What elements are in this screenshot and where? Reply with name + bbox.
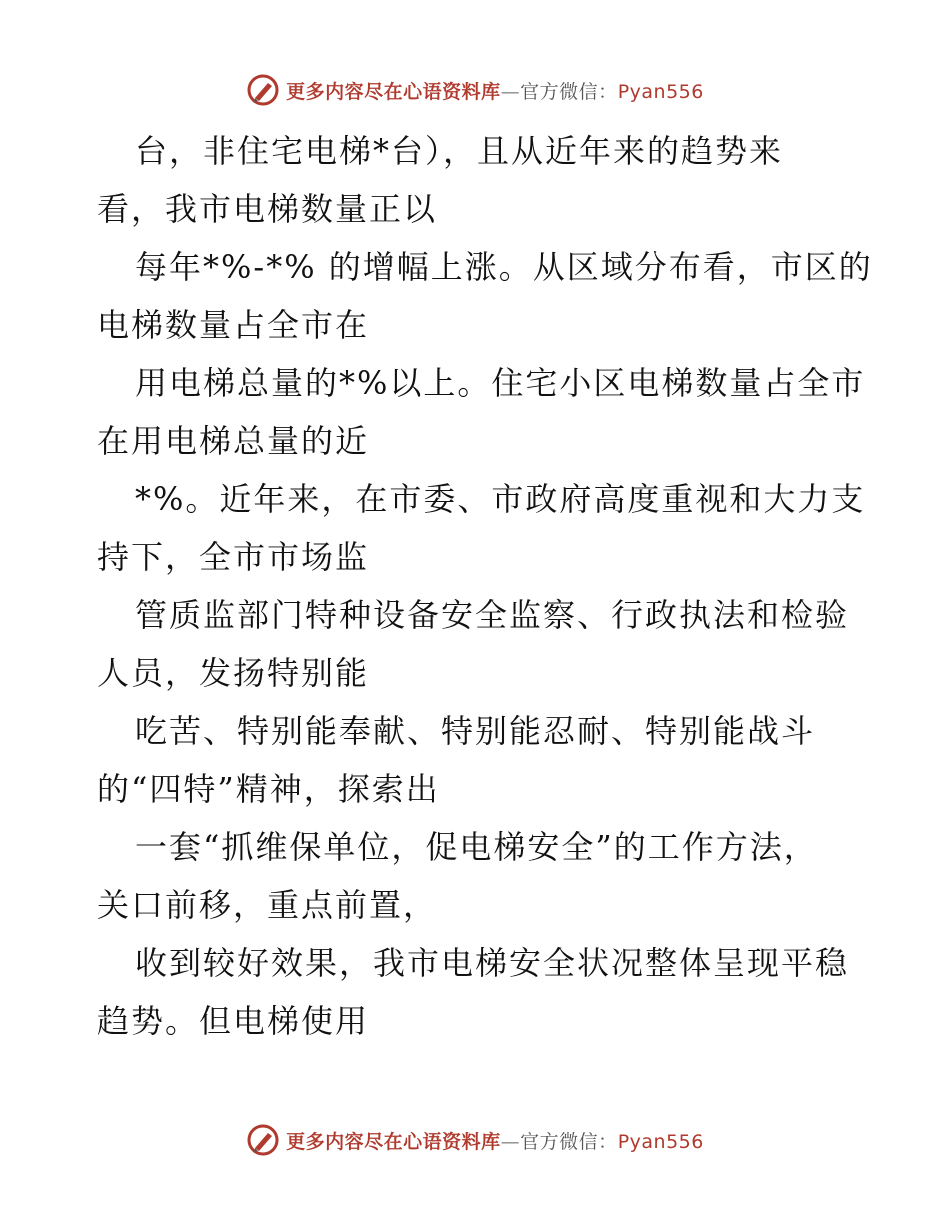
text-line: 管质监部门特种设备安全监察、行政执法和检验 bbox=[135, 596, 850, 634]
watermark-separator: — bbox=[500, 1130, 521, 1153]
text-line: 用电梯总量的*%以上。住宅小区电梯数量占全市 bbox=[135, 364, 866, 402]
footer-watermark bbox=[0, 1120, 950, 1160]
text-line: 趋势。但电梯使用 bbox=[97, 1002, 370, 1040]
text-line: 的“四特”精神，探索出 bbox=[97, 770, 440, 808]
pen-logo-icon bbox=[246, 73, 280, 107]
text-line: *%。近年来，在市委、市政府高度重视和大力支 bbox=[135, 480, 866, 518]
watermark-brand: 更多内容尽在心语资料库 bbox=[286, 80, 501, 103]
watermark-label: 官方微信： bbox=[520, 80, 618, 103]
text-line: 电梯数量占全市在 bbox=[97, 306, 370, 344]
watermark-text bbox=[286, 77, 704, 104]
watermark-label: 官方微信： bbox=[520, 1130, 618, 1153]
text-line: 台，非住宅电梯*台），且从近年来的趋势来 bbox=[135, 132, 784, 170]
watermark-text bbox=[286, 1127, 704, 1154]
watermark-wechat-id: Pyan556 bbox=[617, 1130, 704, 1153]
pen-logo-icon bbox=[246, 1123, 280, 1157]
text-line: 持下，全市市场监 bbox=[97, 538, 370, 576]
text-line: 看，我市电梯数量正以 bbox=[97, 190, 438, 228]
text-line: 收到较好效果，我市电梯安全状况整体呈现平稳 bbox=[135, 944, 850, 982]
document-body bbox=[97, 122, 873, 1050]
text-line: 每年*%-*% 的增幅上涨。从区域分布看，市区的 bbox=[135, 248, 873, 286]
header-watermark bbox=[0, 70, 950, 110]
text-line: 在用电梯总量的近 bbox=[97, 422, 370, 460]
text-line: 一套“抓维保单位，促电梯安全”的工作方法， bbox=[135, 828, 818, 866]
text-line: 吃苦、特别能奉献、特别能忍耐、特别能战斗 bbox=[135, 712, 816, 750]
watermark-wechat-id: Pyan556 bbox=[617, 80, 704, 103]
watermark-separator: — bbox=[500, 80, 521, 103]
watermark-brand: 更多内容尽在心语资料库 bbox=[286, 1130, 501, 1153]
text-line: 人员，发扬特别能 bbox=[97, 654, 370, 692]
text-line: 关口前移，重点前置， bbox=[97, 886, 438, 924]
